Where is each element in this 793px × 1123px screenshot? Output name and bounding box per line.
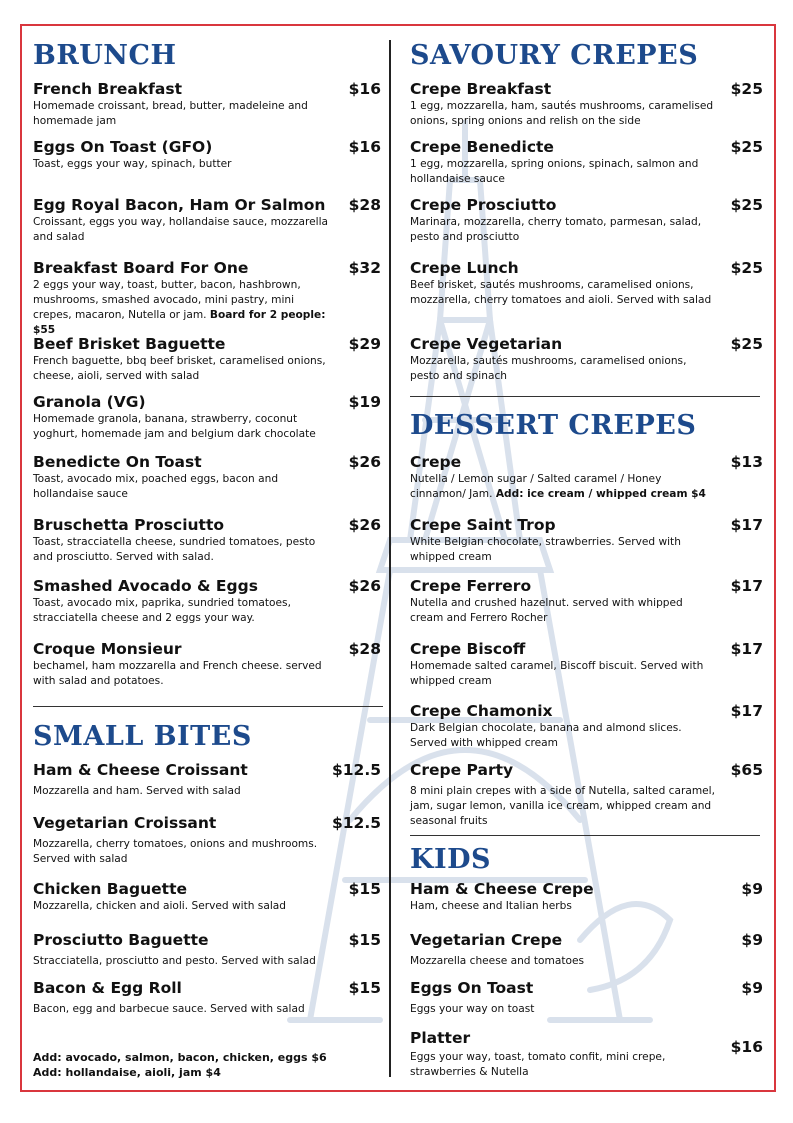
item-description: Toast, avocado mix, poached eggs, bacon and hollandaise sauce [33,473,279,500]
item-price: $32 [348,259,381,277]
menu-item [410,1029,763,1080]
item-price: $9 [741,931,763,949]
item-description: Eggs your way on toast [410,1003,535,1015]
item-price: $13 [730,453,763,471]
item-description: Eggs your way, toast, tomato confit, mini crepe, strawberries & Nutella [410,1051,666,1078]
item-description: Stracciatella, prosciutto and pesto. Served with salad [33,955,316,967]
menu-item [410,979,763,1017]
dessert-crepes-heading: DESSERT CREPES [410,410,697,441]
menu-item [33,453,381,502]
item-name: Benedicte On Toast [33,453,202,471]
item-description: Toast, avocado mix, paprika, sundried tomatoes, stracciatella cheese and 2 eggs your way. [33,597,291,624]
menu-item [33,196,381,245]
item-price: $65 [730,761,763,779]
menu-item [410,196,763,245]
item-name: Croque Monsieur [33,640,182,658]
item-name: Crepe [410,453,462,471]
menu-item [410,453,763,502]
menu-item [33,931,381,969]
item-price: $17 [730,577,763,595]
item-description: Nutella / Lemon sugar / Salted caramel / Honey cinnamon/ Jam. Add: ice cream / whipped cream $4 [410,473,706,500]
item-description: Homemade croissant, bread, butter, madeleine and homemade jam [33,100,308,127]
item-name: Bacon & Egg Roll [33,979,182,997]
item-description: Mozzarella cheese and tomatoes [410,955,585,967]
item-name: Eggs On Toast [410,979,534,997]
menu-item [410,640,763,689]
item-name: Eggs On Toast (GFO) [33,138,213,156]
item-price: $16 [348,80,381,98]
item-description: White Belgian chocolate, strawberries. Served with whipped cream [410,536,681,563]
item-name: Crepe Ferrero [410,577,532,595]
item-price: $9 [741,979,763,997]
item-price: $26 [348,577,381,595]
item-description: Toast, eggs your way, spinach, butter [33,158,232,170]
item-name: Crepe Lunch [410,259,519,277]
left-column [33,0,381,1100]
item-description: Dark Belgian chocolate, banana and almond slices. Served with whipped cream [410,722,682,749]
item-name: Crepe Chamonix [410,702,553,720]
kids-heading: KIDS [410,844,492,875]
item-name: Ham & Cheese Croissant [33,761,248,779]
board-note: Board for 2 people: $55 [33,309,326,336]
menu-item [33,979,381,1017]
item-description: bechamel, ham mozzarella and French cheese. served with salad and potatoes. [33,660,322,687]
section-divider [410,396,760,397]
item-name: Crepe Vegetarian [410,335,563,353]
item-name: Egg Royal Bacon, Ham Or Salmon [33,196,326,214]
item-price: $29 [348,335,381,353]
item-description: Nutella and crushed hazelnut. served with whipped cream and Ferrero Rocher [410,597,683,624]
menu-item [410,880,763,914]
savoury-crepes-heading: SAVOURY CREPES [410,40,699,71]
menu-item [410,259,763,308]
menu-item [410,335,763,384]
item-name: Vegetarian Croissant [33,814,217,832]
item-price: $26 [348,516,381,534]
item-description: Marinara, mozzarella, cherry tomato, parmesan, salad, pesto and prosciutto [410,216,702,243]
item-name: Vegetarian Crepe [410,931,563,949]
menu-item [33,259,381,338]
item-description: Mozzarella and ham. Served with salad [33,785,241,797]
menu-item [33,880,381,914]
item-name: Beef Brisket Baguette [33,335,226,353]
menu-item [33,640,381,689]
addon-line: Add: hollandaise, aioli, jam $4 [33,1066,221,1079]
item-description: French baguette, bbq beef brisket, caramelised onions, cheese, aioli, served with salad [33,355,326,382]
item-description: Mozzarella, chicken and aioli. Served with salad [33,900,286,912]
menu-item [410,702,763,751]
addon-note: Add: ice cream / whipped cream $4 [495,488,706,500]
item-name: Crepe Saint Trop [410,516,556,534]
item-name: French Breakfast [33,80,182,98]
item-price: $17 [730,640,763,658]
item-name: Crepe Biscoff [410,640,526,658]
item-description: Homemade granola, banana, strawberry, coconut yoghurt, homemade jam and belgium dark chocolate [33,413,316,440]
item-name: Smashed Avocado & Eggs [33,577,258,595]
menu-item [410,80,763,129]
menu-item [33,516,381,565]
item-price: $16 [348,138,381,156]
item-name: Chicken Baguette [33,880,187,898]
menu-item [410,577,763,626]
menu-item [33,80,381,129]
item-description: Toast, stracciatella cheese, sundried tomatoes, pesto and prosciutto. Served with salad. [33,536,316,563]
item-description: Bacon, egg and barbecue sauce. Served with salad [33,1003,305,1015]
item-description: Beef brisket, sautés mushrooms, caramelised onions, mozzarella, cherry tomatoes and aioli. Served with salad [410,279,712,306]
item-description: Mozzarella, sautés mushrooms, caramelised onions, pesto and spinach [410,355,687,382]
item-name: Prosciutto Baguette [33,931,209,949]
item-name: Ham & Cheese Crepe [410,880,594,898]
item-description: 1 egg, mozzarella, spring onions, spinach, salmon and hollandaise sauce [410,158,699,185]
item-name: Crepe Benedicte [410,138,554,156]
item-description: Homemade salted caramel, Biscoff biscuit. Served with whipped cream [410,660,704,687]
menu-item [410,761,763,829]
small-bites-heading: SMALL BITES [33,721,252,752]
item-price: $17 [730,516,763,534]
menu-item [33,761,381,799]
item-price: $17 [730,702,763,720]
right-column [410,0,763,1100]
column-divider [389,40,391,1077]
menu-item [410,931,763,969]
menu-item [33,577,381,626]
item-price: $15 [348,880,381,898]
item-price: $25 [730,138,763,156]
item-price: $26 [348,453,381,471]
menu-item [33,335,381,384]
item-description: Croissant, eggs you way, hollandaise sauce, mozzarella and salad [33,216,329,243]
item-price: $25 [730,259,763,277]
item-price: $12.5 [331,814,381,832]
item-name: Platter [410,1029,471,1047]
item-price: $16 [730,1038,763,1056]
item-price: $25 [730,196,763,214]
item-price: $9 [741,880,763,898]
item-name: Bruschetta Prosciutto [33,516,225,534]
menu-item [410,516,763,565]
item-price: $19 [348,393,381,411]
item-name: Breakfast Board For One [33,259,249,277]
item-name: Crepe Prosciutto [410,196,557,214]
item-description: Mozzarella, cherry tomatoes, onions and mushrooms. Served with salad [33,838,318,865]
item-price: $12.5 [331,761,381,779]
item-price: $25 [730,335,763,353]
section-divider [33,706,383,707]
item-name: Granola (VG) [33,393,146,411]
item-description: 1 egg, mozzarella, ham, sautés mushrooms, caramelised onions, spring onions and relish on the side [410,100,714,127]
item-price: $15 [348,931,381,949]
menu-item [33,814,381,867]
item-price: $28 [348,196,381,214]
item-name: Crepe Party [410,761,514,779]
menu-item [33,393,381,442]
item-price: $15 [348,979,381,997]
item-name: Crepe Breakfast [410,80,552,98]
menu-item [410,138,763,187]
section-divider [410,835,760,836]
item-price: $28 [348,640,381,658]
menu-item [33,138,381,172]
item-description: 8 mini plain crepes with a side of Nutella, salted caramel, jam, sugar lemon, vanilla ice cream, whipped cream and seasonal fruits [410,785,715,827]
addon-line: Add: avocado, salmon, bacon, chicken, eggs $6 [33,1051,327,1064]
item-price: $25 [730,80,763,98]
item-description: Ham, cheese and Italian herbs [410,900,572,912]
item-description: 2 eggs your way, toast, butter, bacon, hashbrown, mushrooms, smashed avocado, mini pastry, mini crepes, macaron, Nutella or jam. Board for 2 people: $55 [33,279,326,336]
brunch-heading: BRUNCH [33,40,177,71]
